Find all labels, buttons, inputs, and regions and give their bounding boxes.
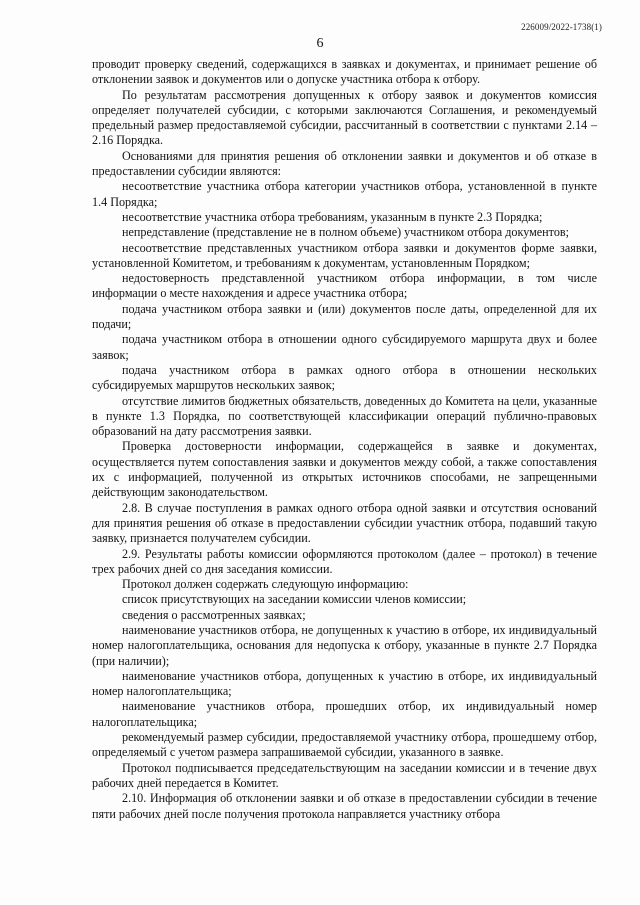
paragraph: список присутствующих на заседании комиссии членов комиссии;	[122, 592, 467, 607]
paragraph: недостоверность представленной участником отбора информации, в том числе информации о месте нахождения и адресе участника отбора;	[92, 271, 597, 301]
paragraph: подача участником отбора в отношении одного субсидируемого маршрута двух и более заявок;	[92, 332, 597, 362]
paragraph: Основаниями для принятия решения об отклонении заявки и документов и об отказе в предоставлении субсидии являются:	[92, 148, 597, 179]
paragraph: Протокол должен содержать следующую информацию:	[122, 577, 409, 592]
paragraph: рекомендуемый размер субсидии, предоставляемой участнику отбора, прошедшему отбор, определяемый с учетом размера запрашиваемой субсидии, указанного в заявке.	[92, 730, 597, 760]
paragraph: 2.8. В случае поступления в рамках одного отбора одной заявки и отсутствия оснований для принятия решения об отказе в предоставлении субсидии участник отбора, подавший такую заявку, признается получателем субсидии.	[92, 500, 597, 546]
paragraph: Протокол подписывается председательствующим на заседании комиссии и в течение двух рабочих дней передается в Комитет.	[92, 760, 597, 790]
paragraph: несоответствие участника отбора требованиям, указанным в пункте 2.3 Порядка;	[122, 209, 543, 224]
document-number: 226009/2022-1738(1)	[521, 22, 602, 32]
paragraph: подача участником отбора в рамках одного отбора в отношении нескольких субсидируемых маршрутов нескольких заявок;	[92, 362, 597, 393]
paragraph: подача участником отбора заявки и (или) документов после даты, определенной для их подачи;	[92, 301, 597, 332]
paragraph: несоответствие представленных участником отбора заявки и документов форме заявки, установленной Комитетом, и требованиям к документам, установленным Порядком;	[92, 240, 597, 270]
paragraph: Проверка достоверности информации, содержащейся в заявке и документах, осуществляется путем сопоставления заявки и документов между собой, а также сопоставления их с информацией, полученной из открытых источников способами, не запрещенными действующим законодательством.	[92, 439, 597, 500]
paragraph: несоответствие участника отбора категории участников отбора, установленной в пункте 1.4 Порядка;	[92, 179, 597, 209]
paragraph: наименование участников отбора, не допущенных к участию в отборе, их индивидуальный номер налогоплательщика, основания для недопуска к отбору, указанные в пункте 2.7 Порядка (при наличии);	[92, 622, 597, 668]
paragraph: 2.10. Информация об отклонении заявки и об отказе в предоставлении субсидии в течение пяти рабочих дней после получения протокола направляется участнику отбора	[92, 791, 597, 821]
paragraph: отсутствие лимитов бюджетных обязательств, доведенных до Комитета на цели, указанные в пункте 1.3 Порядка, по соответствующей классификации операций публично-правовых образований на дату рассмотрения заявки.	[92, 393, 597, 439]
paragraph: 2.9. Результаты работы комиссии оформляются протоколом (далее – протокол) в течение трех рабочих дней со дня заседания комиссии.	[92, 546, 597, 576]
paragraph: наименование участников отбора, допущенных к участию в отборе, их индивидуальный номер налогоплательщика;	[92, 668, 597, 699]
paragraph: непредставление (представление не в полном объеме) участником отбора документов;	[122, 225, 570, 240]
page-number: 6	[316, 36, 324, 51]
paragraph: проводит проверку сведений, содержащихся в заявках и документах, и принимает решение об отклонении заявок и документов или о допуске участника отбора к отбору.	[92, 57, 597, 87]
paragraph: сведения о рассмотренных заявках;	[122, 607, 306, 622]
paragraph: наименование участников отбора, прошедших отбор, их индивидуальный номер налогоплательщика;	[92, 699, 597, 729]
paragraph: По результатам рассмотрения допущенных к отбору заявок и документов комиссия определяет получателей субсидии, с которыми заключаются Соглашения, и рекомендуемый предельный размер предоставляемой субсидии, рассчитанный в соответствии с пунктами 2.14 – 2.16 Порядка.	[92, 87, 597, 148]
document-body	[92, 57, 597, 822]
